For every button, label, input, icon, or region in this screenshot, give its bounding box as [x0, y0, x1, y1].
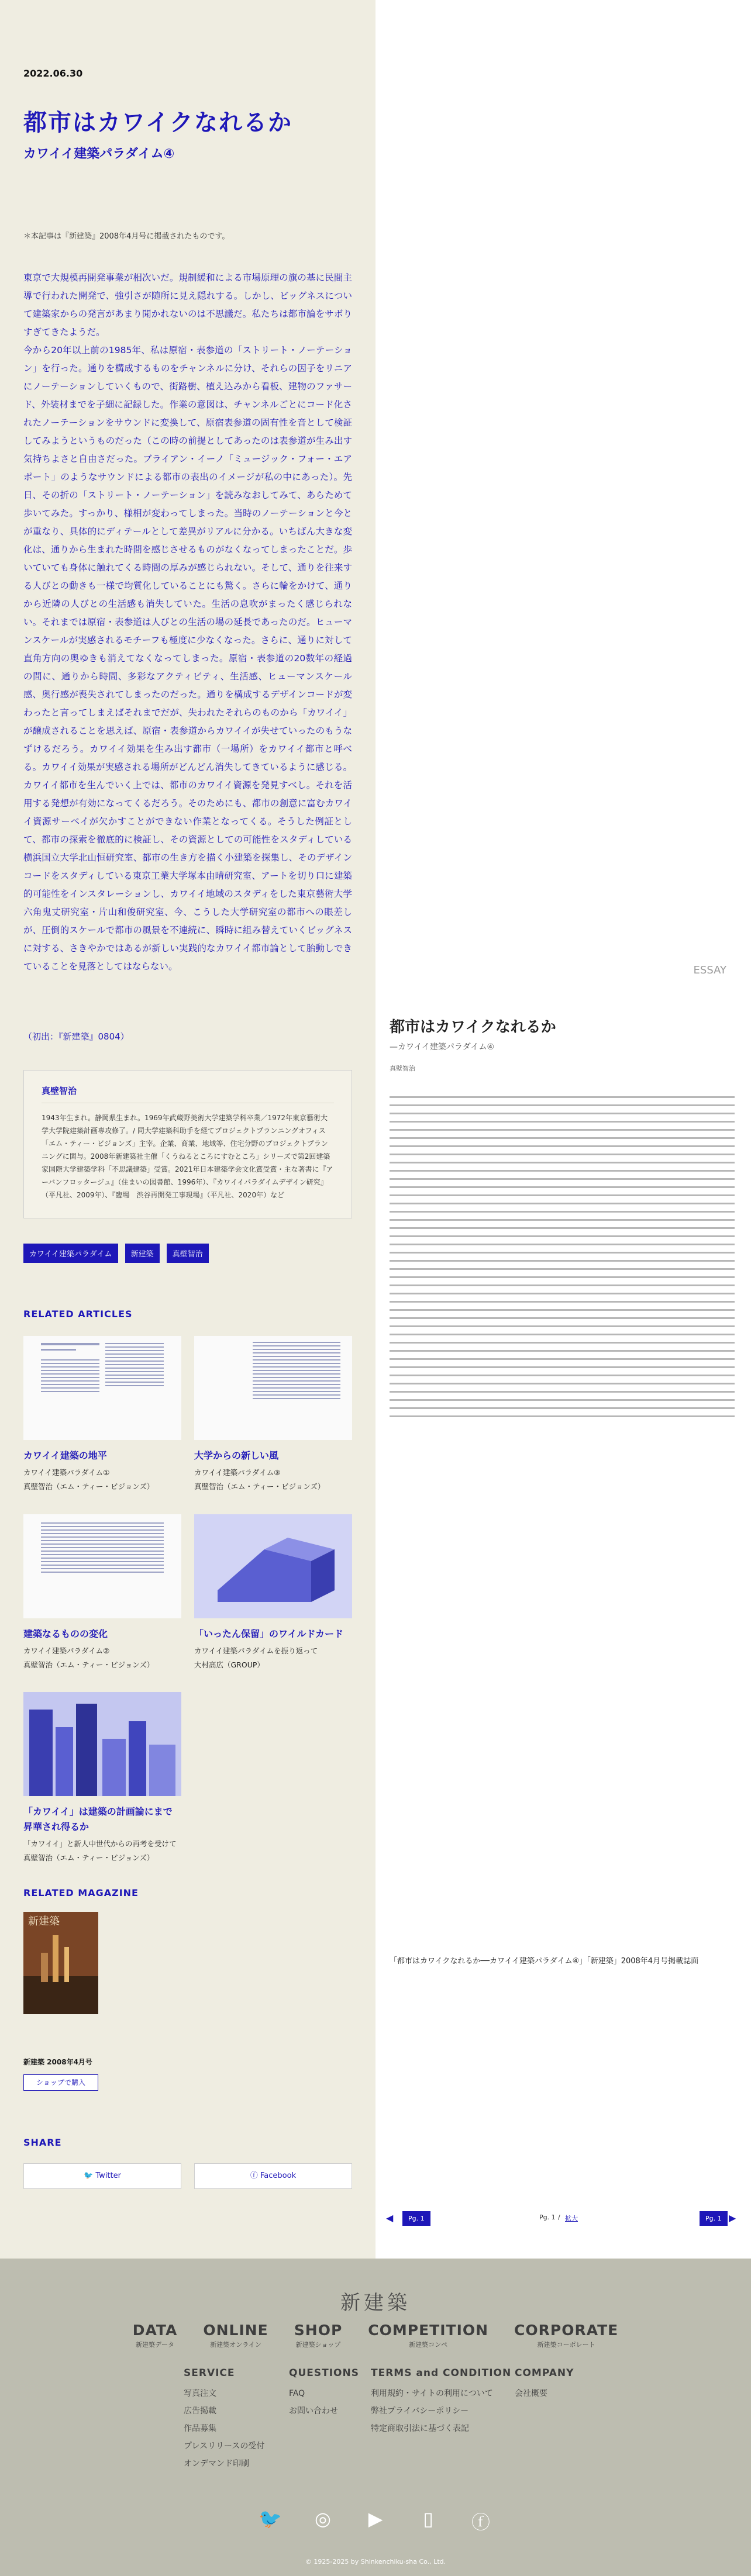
viewer-text-line [390, 1391, 735, 1393]
doc-page-image [23, 1514, 181, 1618]
related-articles-heading: RELATED ARTICLES [23, 1308, 133, 1320]
magazine-spread-image [376, 944, 751, 1465]
nav-small-label: 新建築オンライン [210, 2341, 261, 2349]
nav-small-label: 新建築データ [136, 2341, 175, 2349]
footer-link[interactable]: 広告掲載 [184, 2406, 216, 2416]
article-subtitle: カワイイ建築パラダイム② [23, 1646, 110, 1655]
article-author: 真壁智治（エム・ティー・ビジョンズ） [23, 1853, 154, 1862]
nav-small-label: 新建築コーポレート [537, 2341, 595, 2349]
social-links [0, 2508, 751, 2532]
viewer-text-line [390, 1284, 735, 1286]
footer-link[interactable]: 作品募集 [184, 2424, 216, 2433]
youtube-icon[interactable]: ▶ [368, 2508, 383, 2530]
article-title-link[interactable]: 大学からの新しい風 [194, 1450, 279, 1461]
viewer-text-line [390, 1415, 735, 1417]
shop-button[interactable]: ショップで購入 [23, 2074, 98, 2091]
viewer-text-line [390, 1399, 735, 1401]
facebook-icon[interactable]: ⓕ [471, 2511, 490, 2533]
copyright: © 1925-2025 by Shinkenchiku-sha Co., Ltd. [305, 2558, 446, 2565]
doc-page-image [194, 1336, 352, 1440]
article-title: 都市はカワイクなれるか [23, 109, 292, 136]
next-page-button[interactable]: Pg. 1 [700, 2211, 728, 2226]
viewer-text-line [390, 1375, 735, 1376]
footer-logo[interactable]: 新建築 [340, 2291, 411, 2315]
article-title-link[interactable]: 建築なるものの変化 [23, 1628, 108, 1639]
tag-author[interactable]: 真壁智治 [167, 1244, 209, 1263]
viewer-author: 真壁智治 [390, 1065, 415, 1072]
viewer-text-line [390, 1252, 735, 1254]
article-subtitle: カワイイ建築パラダイム① [23, 1468, 110, 1477]
related-article-card[interactable] [194, 1514, 352, 1670]
viewer-text-line [390, 1276, 735, 1278]
footer-nav-online[interactable] [203, 2322, 268, 2349]
nav-big-label: ONLINE [203, 2322, 268, 2339]
footer-nav-data[interactable] [133, 2322, 178, 2349]
viewer-text-line [390, 1325, 735, 1327]
article-title-link[interactable]: カワイイ建築の地平 [23, 1450, 107, 1461]
viewer-text-line [390, 1194, 735, 1196]
footer-link[interactable]: オンデマンド印刷 [184, 2459, 249, 2468]
article-note: ＊本記事は『新建築』2008年4月号に掲載されたものです。 [23, 232, 230, 241]
related-article-card[interactable] [23, 1514, 181, 1670]
footer-link[interactable]: お問い合わせ [289, 2406, 338, 2416]
footer-link[interactable]: プレスリリースの受付 [184, 2442, 265, 2451]
viewer-pagination [386, 2211, 739, 2229]
viewer-subtitle: —カワイイ建築パラダイム④ [390, 1042, 495, 1052]
article-body [23, 269, 352, 976]
viewer-text-line [390, 1268, 735, 1270]
body-paragraph: 東京で大規模再開発事業が相次いだ。規制緩和による市場原理の旗の基に民間主導で行われた開発で、強引さが随所に見え隠れする。しかし、ビッグネスについて建築家からの発言があまり聞かれないのは不思議だ。私たちは都市論をサボりすぎてきたようだ。 [23, 272, 352, 337]
article-title-link[interactable]: 「いったん保留」のワイルドカード [194, 1628, 344, 1639]
profile-name: 真壁智治 [42, 1085, 334, 1103]
footer-link[interactable]: 会社概要 [515, 2389, 547, 2398]
footer-col-questions [289, 2367, 371, 2473]
viewer-text-line [390, 1334, 735, 1335]
facebook-label: Facebook [260, 2171, 297, 2180]
article-date: 2022.06.30 [23, 68, 83, 79]
twitter-icon[interactable]: 🐦 [259, 2508, 282, 2530]
footer-nav-shop[interactable] [294, 2322, 343, 2349]
footer-link[interactable]: 利用規約・サイトの利用について [371, 2389, 493, 2398]
footer-nav-corporate[interactable] [514, 2322, 618, 2349]
doc-page-image [23, 1336, 181, 1440]
article-author: 真壁智治（エム・ティー・ビジョンズ） [23, 1482, 154, 1491]
facebook-icon: ⓕ [250, 2171, 261, 2180]
viewer-text-line [390, 1244, 735, 1245]
viewer-text-line [390, 1145, 735, 1147]
magazine-cover-title: 新建築 [28, 1915, 60, 1928]
viewer-text-line [390, 1358, 735, 1360]
author-profile [23, 1070, 352, 1218]
viewer-text-line [390, 1317, 735, 1319]
footer-nav-competition[interactable] [368, 2322, 488, 2349]
viewer-text-line [390, 1366, 735, 1368]
viewer-text-line [390, 1342, 735, 1344]
viewer-text-line [390, 1178, 735, 1180]
viewer-essay-label: ESSAY [693, 964, 726, 976]
viewer-text-line [390, 1186, 735, 1188]
nav-big-label: SHOP [294, 2322, 343, 2339]
page-separator: / [558, 2214, 560, 2221]
tag-list [23, 1244, 209, 1263]
article-author: 真壁智治（エム・ティー・ビジョンズ） [23, 1660, 154, 1669]
viewer-text-line [390, 1383, 735, 1384]
twitter-label: Twitter [95, 2171, 121, 2180]
footer-columns [184, 2367, 585, 2473]
share-heading: SHARE [23, 2137, 62, 2148]
viewer-text-line [390, 1113, 735, 1114]
article-thumbnail[interactable] [194, 1336, 352, 1440]
viewer-text-line [390, 1137, 735, 1139]
viewer-text-line [390, 1301, 735, 1303]
footer-nav [0, 2322, 751, 2349]
viewer-caption: 「都市はカワイクなれるか──カワイイ建築パラダイム④」「新建築」2008年4月号掲載誌面 [390, 1957, 699, 1966]
viewer-title: 都市はカワイクなれるか [390, 1018, 556, 1036]
site-footer [0, 2259, 751, 2576]
viewer-text-line [390, 1096, 735, 1098]
article-source: （初出：『新建築』0804） [23, 1031, 129, 1042]
nav-small-label: 新建築ショップ [295, 2341, 341, 2349]
article-thumbnail[interactable] [194, 1514, 352, 1618]
article-title-link[interactable]: 「カワイイ」は建築の計画論にまで昇華され得るか [23, 1806, 173, 1832]
article-subtitle: カワイイ建築パラダイムを振り返って [194, 1646, 318, 1655]
related-magazine-heading: RELATED MAGAZINE [23, 1887, 139, 1898]
magazine-page-viewer[interactable] [376, 944, 751, 1465]
nav-big-label: DATA [132, 2322, 178, 2339]
nav-big-label: CORPORATE [514, 2322, 619, 2339]
viewer-text-line [390, 1162, 735, 1163]
viewer-text-line [390, 1407, 735, 1409]
viewer-text-line [390, 1121, 735, 1123]
article-thumbnail[interactable] [23, 1336, 181, 1440]
prev-arrow-icon[interactable]: ◀ [386, 2212, 394, 2223]
related-article-card[interactable] [23, 1336, 181, 1491]
footer-col-company [515, 2367, 585, 2473]
viewer-text-line [390, 1293, 735, 1294]
footer-link[interactable]: FAQ [289, 2389, 305, 2398]
article-author: 真壁智治（エム・ティー・ビジョンズ） [194, 1482, 325, 1491]
viewer-text-line [390, 1211, 735, 1213]
zoom-link[interactable]: 拡大 [565, 2215, 578, 2222]
viewer-text-line [390, 1260, 735, 1262]
viewer-text-line [390, 1309, 735, 1311]
viewer-text-line [390, 1104, 735, 1106]
tag-kawaii[interactable]: カワイイ建築パラダイム [23, 1244, 118, 1263]
profile-text: 1943年生まれ。静岡県生まれ。1969年武蔵野美術大学建築学科卒業／1972年東京藝術大学大学院建築計画専攻修了。/ 同大学建築科助手を経てプロジェクトプランニングオフィス「エム・ティー・ビジョンズ」主宰。企業、商業、地域等、住宅分野のプロジェクトプランニングに関与。2008年新建築社主催「くうねるところにすむところ」シリーズで第2回建築家国際大学建築学科「不思議建築」受賞。2021年日本建築学会文化賞受賞・主な著書に『アーバンフロッタージュ』（住まいの図書館、1996年）、『カワイイパラダイムデザイン研究』（平凡社、2009年）、『臨場 渋谷再開発工事現場』（平凡社、2020年）など [42, 1114, 333, 1199]
footer-link[interactable]: 写真注文 [184, 2389, 216, 2398]
viewer-text-line [390, 1129, 735, 1131]
viewer-text-line [390, 1350, 735, 1352]
building-render-image [194, 1514, 352, 1618]
article-subtitle: 「カワイイ」と新人中世代からの再考を受けて [23, 1839, 177, 1848]
body-paragraph: 今から20年以上前の1985年、私は原宿・表参道の「ストリート・ノーテーション」を行った。通りを構成するものをチャンネルに分け、それらの因子をリニアにノーテーションしていくもので、街路樹、植え込みから看板、建物のファサード、外装材までを子細に記録した。作業の意図は、チャンネルごとにコード化されたノーテーションをサウンドに変換して、原宿表参道の固有性を音として検証してみようというものだった（この時の前提としてあったのは表参道が生み出す気持ちよさと自由さだった。ブライアン・イーノ「ミュージック・フォー・エアポート」のようなサウンドによる都市の表出のイメージが私の中にあった）。先日、その折の「ストリート・ノーテーション」を読みなおしてみて、あらためて歩いてみた。すっかり、様相が変わってしまった。当時のノーテーションと今とが重なり、具体的にディテールとして差異がリアルに分かる。いちばん大きな変化は、通りから生まれた時間を感じさせるものがなくなってしまったことだ。歩いていても身体に触れてくる時間の厚みが感じられない。そして、通りを往来する人びとの動きも一様で均質化していることにも驚く。さらに輪をかけて、通りから近隣の人びとの生活感も消失していた。生活の息吹がまったく感じられない。それまでは原宿・表参道は人びとの生活の場の延長であったのだ。ヒューマンスケールが実感されるモチーフも極度に少なくなった。さらに、通りに対して直角方向の奥ゆきも消えてなくなってしまった。原宿・表参道の20数年の経過の間に、通りから時間、多彩なアクティビティ、生活感、ヒューマンスケール感、奥行感が喪失されてしまったのだった。通りを構成するデザインコードが変わったと言ってしまえばそれまでだが、失われたそれらのものから「カワイイ」が醸成されることを思えば、原宿・表参道からカワイイが失せていったのもうなずけるだろう。カワイイ効果を生み出す都市（一場所）をカワイイ都市と呼べる。カワイイ効果が実感される場所がどんどん消失してきているように感じる。カワイイ都市を生んでいく上では、都市のカワイイ資源を発見すべし。それを活用する発想が有効になってくるだろう。そのためにも、都市の創意に富むカワイイ資源サーベイが欠かすことができない作業となってくる。そうした例証として、都市の探索を徹底的に検証し、その資源としての可能性をスタディしている横浜国立大学北山恒研究室、都市の生き方を描く小建築を探集し、そのデザインコードをスタディしている東京工業大学塚本由晴研究室、アートを切り口に建築的可能性をインスタレーションし、カワイイ地域のスタディをした東京藝術大学六角鬼丈研究室・片山和俊研究室、今、こうした大学研究室の都市への眼差しが、圧倒的スケールで都市の風景を不連続に、瞬時に組み替えていくビッグネスに対する、さきやかではあるが新しい実践的なカワイイ都市論として胎動しできていることを見落としてはならない。 [23, 345, 352, 972]
viewer-text-line [390, 1219, 735, 1221]
article-subtitle: カワイイ建築パラダイム③ [194, 1468, 281, 1477]
article-thumbnail[interactable] [23, 1692, 181, 1796]
related-article-card[interactable] [194, 1336, 352, 1491]
viewer-text-line [390, 1154, 735, 1155]
twitter-icon: 🐦 [84, 2171, 96, 2180]
viewer-text-line [390, 1235, 735, 1237]
note-icon[interactable]: ▯ [423, 2508, 433, 2530]
tag-shinkenchiku[interactable]: 新建築 [125, 1244, 160, 1263]
prev-page-button[interactable]: Pg. 1 [402, 2211, 430, 2226]
magazine-label: 新建築 2008年4月号 [23, 2058, 92, 2066]
viewer-text-line [390, 1227, 735, 1229]
viewer-text-line [390, 1170, 735, 1172]
magazine-cover-image [23, 1912, 98, 2014]
footer-col-service [184, 2367, 289, 2473]
article-subtitle: カワイイ建築パラダイム④ [23, 147, 175, 161]
footer-link[interactable]: 特定商取引法に基づく表記 [371, 2424, 469, 2433]
footer-link[interactable]: 弊社プライバシーポリシー [371, 2406, 469, 2416]
footer-col-heading: QUESTIONS [289, 2367, 359, 2379]
city-photo-image [23, 1692, 181, 1796]
current-page-label: Pg. 1 [539, 2214, 556, 2221]
footer-col-terms [371, 2367, 515, 2473]
article-author: 大村高広（GROUP） [194, 1660, 264, 1669]
facebook-share-button[interactable] [194, 2163, 352, 2189]
nav-small-label: 新建築コンペ [409, 2341, 448, 2349]
nav-big-label: COMPETITION [368, 2322, 489, 2339]
article-thumbnail[interactable] [23, 1514, 181, 1618]
twitter-share-button[interactable] [23, 2163, 181, 2189]
footer-col-heading: COMPANY [515, 2367, 574, 2379]
footer-col-heading: TERMS and CONDITION [371, 2367, 512, 2379]
footer-col-heading: SERVICE [184, 2367, 235, 2379]
related-article-card[interactable] [23, 1692, 181, 1863]
magazine-cover[interactable] [23, 1912, 98, 2014]
viewer-text-line [390, 1203, 735, 1204]
next-arrow-icon[interactable]: ▶ [729, 2212, 736, 2223]
instagram-icon[interactable]: ◎ [315, 2508, 331, 2530]
